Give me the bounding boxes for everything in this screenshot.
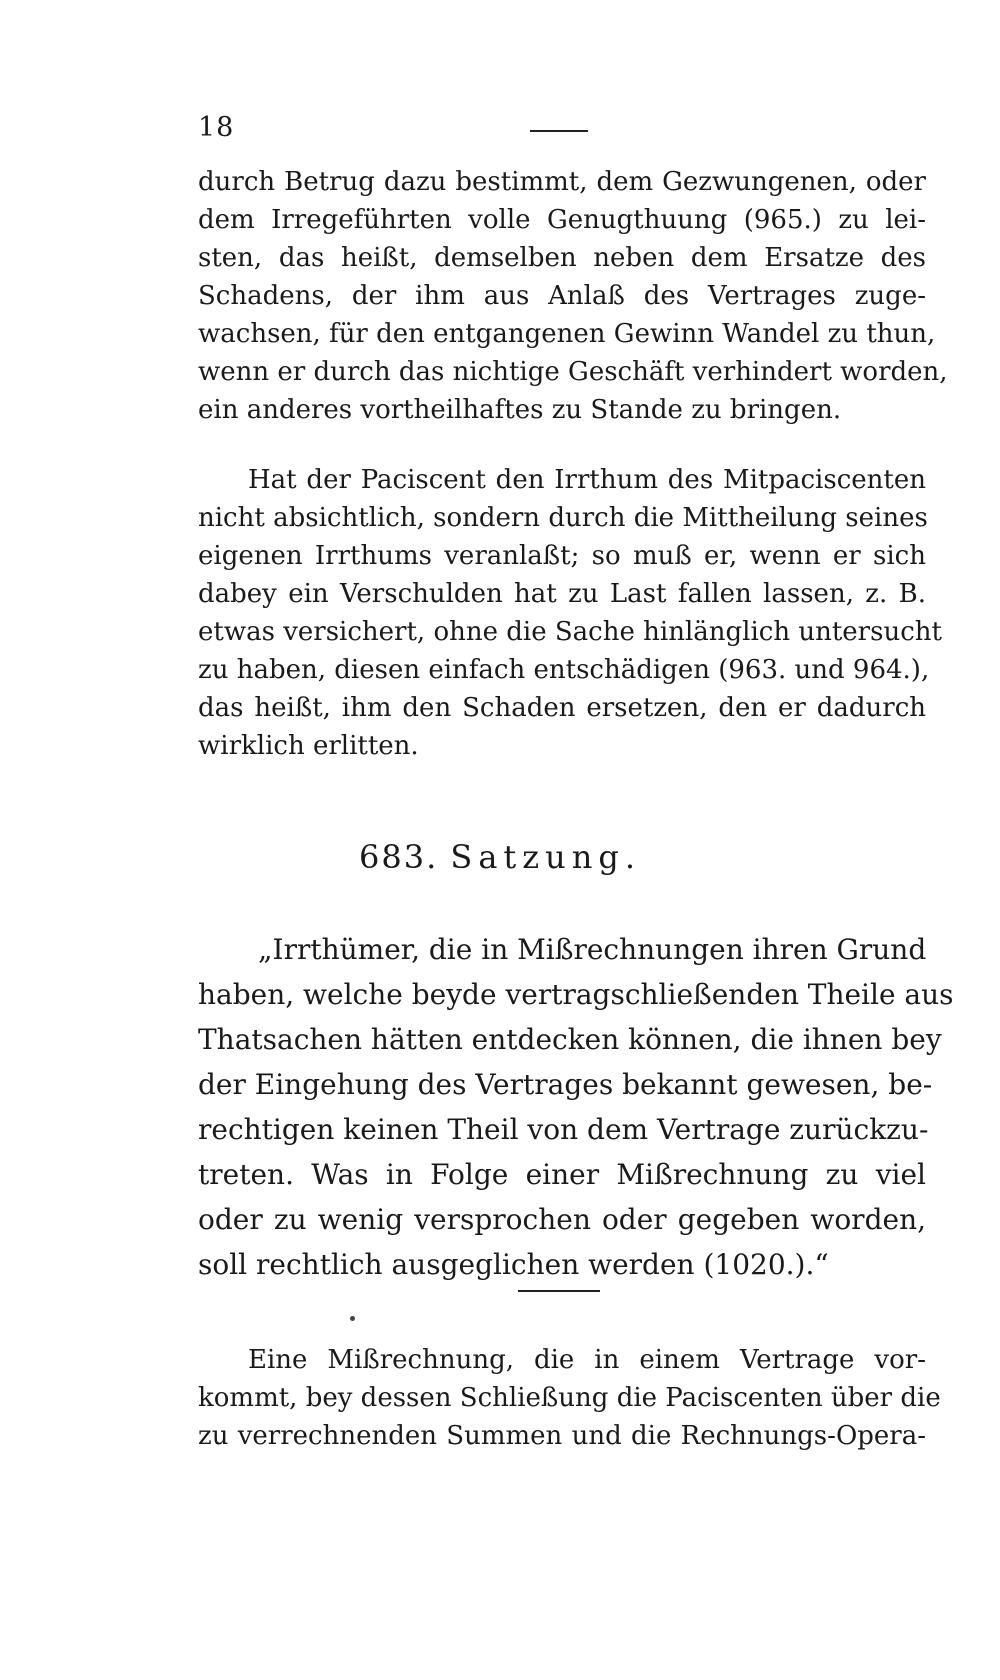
paragraph2-line: Hat der Paciscent den Irrthum des Mitpaciscenten [248, 465, 926, 495]
paragraph2-line: eigenen Irrthums veranlaßt; so muß er, wenn er sich [198, 541, 926, 571]
paragraph1-line: dem Irregeführten volle Genugthuung (965.) zu lei- [198, 205, 926, 235]
section-heading [0, 838, 1000, 876]
header-rule [530, 130, 588, 132]
paragraph2-line: zu haben, diesen einfach entschädigen (963. und 964.), [198, 655, 930, 685]
satzung-line: treten. Was in Folge einer Mißrechnung zu viel [198, 1158, 926, 1191]
ink-dot [350, 1316, 355, 1321]
paragraph3-line: Eine Mißrechnung, die in einem Vertrage vor- [248, 1345, 926, 1375]
paragraph3-line: kommt, bey dessen Schließung die Paciscenten über die [198, 1383, 941, 1413]
satzung-line: soll rechtlich ausgeglichen werden (1020.).“ [198, 1248, 829, 1281]
paragraph1-line: Schadens, der ihm aus Anlaß des Vertrages zuge- [198, 281, 926, 311]
paragraph2-line: wirklich erlitten. [198, 731, 419, 761]
paragraph1-line: wenn er durch das nichtige Geschäft verhindert worden, [198, 357, 948, 387]
satzung-line: haben, welche beyde vertragschließenden Theile aus [198, 978, 954, 1011]
satzung-line: rechtigen keinen Theil von dem Vertrage zurückzu- [198, 1113, 929, 1146]
paragraph1-line: wachsen, für den entgangenen Gewinn Wandel zu thun, [198, 319, 936, 349]
paragraph1-line: ein anderes vortheilhaftes zu Stande zu bringen. [198, 395, 842, 425]
paragraph2-line: das heißt, ihm den Schaden ersetzen, den er dadurch [198, 693, 926, 723]
section-divider [518, 1290, 600, 1292]
page-number: 18 [198, 112, 235, 143]
paragraph1-line: durch Betrug dazu bestimmt, dem Gezwungenen, oder [198, 167, 926, 197]
satzung-line: Thatsachen hätten entdecken können, die ihnen bey [198, 1023, 942, 1056]
paragraph2-line: nicht absichtlich, sondern durch die Mittheilung seines [198, 503, 928, 533]
paragraph3-line: zu verrechnenden Summen und die Rechnungs-Opera- [198, 1421, 926, 1451]
paragraph1-line: sten, das heißt, demselben neben dem Ersatze des [198, 243, 926, 273]
satzung-line: „Irrthümer, die in Mißrechnungen ihren Grund [258, 933, 927, 966]
satzung-line: der Eingehung des Vertrages bekannt gewesen, be- [198, 1068, 933, 1101]
paragraph2-line: etwas versichert, ohne die Sache hinlänglich untersucht [198, 617, 942, 647]
paragraph2-line: dabey ein Verschulden hat zu Last fallen lassen, z. B. [198, 579, 926, 609]
satzung-line: oder zu wenig versprochen oder gegeben worden, [198, 1203, 926, 1236]
section-title: Satzung. [450, 838, 641, 876]
section-number: 683. [358, 838, 439, 876]
